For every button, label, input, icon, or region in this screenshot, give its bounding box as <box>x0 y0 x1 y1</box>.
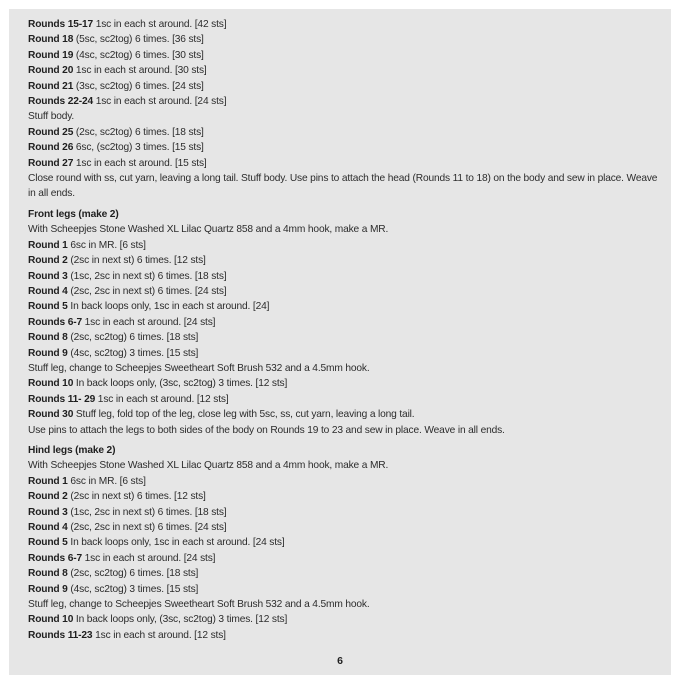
round-label: Round 4 <box>28 285 68 297</box>
instruction-line <box>28 222 659 237</box>
instruction-text: 1sc in each st around. [24 sts] <box>93 96 227 108</box>
instruction-line <box>28 32 659 47</box>
instruction-line <box>28 17 659 32</box>
instruction-text: (2sc, sc2tog) 6 times. [18 sts] <box>73 126 204 138</box>
round-label: Round 1 <box>28 239 68 251</box>
round-label: Round 8 <box>28 332 68 344</box>
page-number: 6 <box>337 655 343 667</box>
instruction-line <box>28 628 659 643</box>
instruction-text: (2sc in next st) 6 times. [12 sts] <box>67 491 206 503</box>
round-label: Round 1 <box>28 475 68 487</box>
instruction-text: With Scheepjes Stone Washed XL Lilac Quartz 858 and a 4mm hook, make a MR. <box>28 224 389 236</box>
pattern-section <box>28 17 659 202</box>
round-label: Round 4 <box>28 522 68 533</box>
instruction-text: In back loops only, (3sc, sc2tog) 3 times. [12 sts] <box>73 614 288 626</box>
round-label: Round 5 <box>28 537 68 549</box>
round-label: Round 25 <box>28 126 74 138</box>
round-label: Round 10 <box>28 378 74 390</box>
instruction-text: (2sc, sc2tog) 6 times. [18 sts] <box>67 332 199 344</box>
instruction-line <box>28 315 659 330</box>
section-heading: Front legs (make 2) <box>28 208 119 220</box>
round-label: Round 30 <box>28 409 74 421</box>
instruction-text: Use pins to attach the legs to both sides of the body on Rounds 19 to 23 and sew in place. Weave in all ends. <box>28 424 505 436</box>
round-label: Round 27 <box>28 157 74 169</box>
round-label: Round 9 <box>28 347 68 359</box>
instruction-text: In back loops only, (3sc, sc2tog) 3 times. [12 sts] <box>73 378 288 390</box>
pattern-section <box>28 443 659 643</box>
instruction-line <box>28 109 659 124</box>
instruction-line <box>28 361 659 376</box>
round-label: Round 3 <box>28 506 68 518</box>
round-label: Round 20 <box>28 65 74 77</box>
instruction-line <box>28 140 659 155</box>
round-label: Round 18 <box>28 34 74 46</box>
instruction-line <box>28 612 659 627</box>
instruction-text: 1sc in each st around. [30 sts] <box>73 65 207 77</box>
instruction-line <box>28 458 659 473</box>
instruction-text: (5sc, sc2tog) 6 times. [36 sts] <box>73 34 204 46</box>
round-label: Round 3 <box>28 270 68 282</box>
instruction-line <box>28 535 659 550</box>
instruction-line <box>28 376 659 391</box>
instruction-line <box>28 407 659 422</box>
instruction-text: (2sc, 2sc in next st) 6 times. [24 sts] <box>67 285 227 297</box>
instruction-line <box>28 520 659 535</box>
pattern-section <box>28 207 659 438</box>
instruction-line <box>28 156 659 171</box>
instruction-line <box>28 423 659 438</box>
instruction-text: 6sc in MR. [6 sts] <box>67 475 146 487</box>
instruction-text: (1sc, 2sc in next st) 6 times. [18 sts] <box>67 506 227 518</box>
instruction-line <box>28 238 659 253</box>
instruction-text: 6sc, (sc2tog) 3 times. [15 sts] <box>73 142 204 154</box>
instruction-line <box>28 597 659 612</box>
round-label: Round 8 <box>28 568 68 580</box>
instruction-text: Close round with ss, cut yarn, leaving a long tail. Stuff body. Use pins to attach the head (Rounds 11 to 18) on the body and sew in place. Weave in all ends. <box>28 173 658 200</box>
instruction-text: (2sc, sc2tog) 6 times. [18 sts] <box>67 568 199 580</box>
instruction-text: Stuff leg, fold top of the leg, close leg with 5sc, ss, cut yarn, leaving a long tail. <box>73 409 415 421</box>
instruction-text: 1sc in each st around. [24 sts] <box>81 552 216 564</box>
instruction-text: (4sc, sc2tog) 3 times. [15 sts] <box>67 583 199 595</box>
instruction-text: Stuff body. <box>28 111 75 123</box>
round-label: Round 10 <box>28 614 74 626</box>
instruction-text: (4sc, sc2tog) 6 times. [30 sts] <box>73 49 204 61</box>
instruction-text: 6sc in MR. [6 sts] <box>67 239 146 251</box>
round-label: Rounds 6-7 <box>28 316 82 328</box>
pattern-content <box>28 17 659 643</box>
instruction-line <box>28 253 659 268</box>
round-label: Round 26 <box>28 142 74 154</box>
instruction-text: (1sc, 2sc in next st) 6 times. [18 sts] <box>67 270 227 282</box>
instruction-line <box>28 63 659 78</box>
instruction-text: Stuff leg, change to Scheepjes Sweetheart Soft Brush 532 and a 4.5mm hook. <box>28 362 370 374</box>
instruction-line <box>28 346 659 361</box>
instruction-line <box>28 505 659 520</box>
round-label: Round 21 <box>28 80 74 92</box>
instruction-text: In back loops only, 1sc in each st around. [24] <box>67 301 270 313</box>
instruction-text: Stuff leg, change to Scheepjes Sweetheart Soft Brush 532 and a 4.5mm hook. <box>28 599 370 611</box>
round-label: Rounds 6-7 <box>28 552 82 564</box>
instruction-line <box>28 94 659 109</box>
round-label: Round 9 <box>28 583 68 595</box>
instruction-text: In back loops only, 1sc in each st around. [24 sts] <box>67 537 285 549</box>
instruction-line <box>28 582 659 597</box>
instruction-text: 1sc in each st around. [15 sts] <box>73 157 207 169</box>
round-label: Round 19 <box>28 49 74 61</box>
instruction-line <box>28 330 659 345</box>
instruction-line <box>28 299 659 314</box>
instruction-text: (4sc, sc2tog) 3 times. [15 sts] <box>67 347 199 359</box>
instruction-line <box>28 392 659 407</box>
instruction-text: With Scheepjes Stone Washed XL Lilac Quartz 858 and a 4mm hook, make a MR. <box>28 460 389 472</box>
instruction-line <box>28 79 659 94</box>
instruction-line <box>28 171 659 202</box>
round-label: Rounds 11-23 <box>28 629 93 641</box>
section-heading: Hind legs (make 2) <box>28 444 116 456</box>
instruction-line <box>28 284 659 299</box>
round-label: Round 5 <box>28 301 68 313</box>
instruction-text: 1sc in each st around. [12 sts] <box>92 629 226 641</box>
instruction-text: 1sc in each st around. [12 sts] <box>95 393 229 405</box>
pattern-page <box>9 9 671 675</box>
instruction-line <box>28 125 659 140</box>
instruction-line <box>28 269 659 284</box>
round-label: Rounds 15-17 <box>28 19 94 30</box>
instruction-text: (2sc, 2sc in next st) 6 times. [24 sts] <box>67 522 227 533</box>
round-label: Rounds 22-24 <box>28 96 94 108</box>
instruction-text: 1sc in each st around. [42 sts] <box>93 19 227 30</box>
instruction-text: (2sc in next st) 6 times. [12 sts] <box>67 255 206 267</box>
round-label: Round 2 <box>28 491 68 503</box>
instruction-text: (3sc, sc2tog) 6 times. [24 sts] <box>73 80 204 92</box>
instruction-line <box>28 566 659 581</box>
instruction-line <box>28 489 659 504</box>
round-label: Round 2 <box>28 255 68 267</box>
instruction-line <box>28 551 659 566</box>
instruction-line <box>28 474 659 489</box>
round-label: Rounds 11- 29 <box>28 393 96 405</box>
instruction-line <box>28 48 659 63</box>
instruction-text: 1sc in each st around. [24 sts] <box>81 316 216 328</box>
